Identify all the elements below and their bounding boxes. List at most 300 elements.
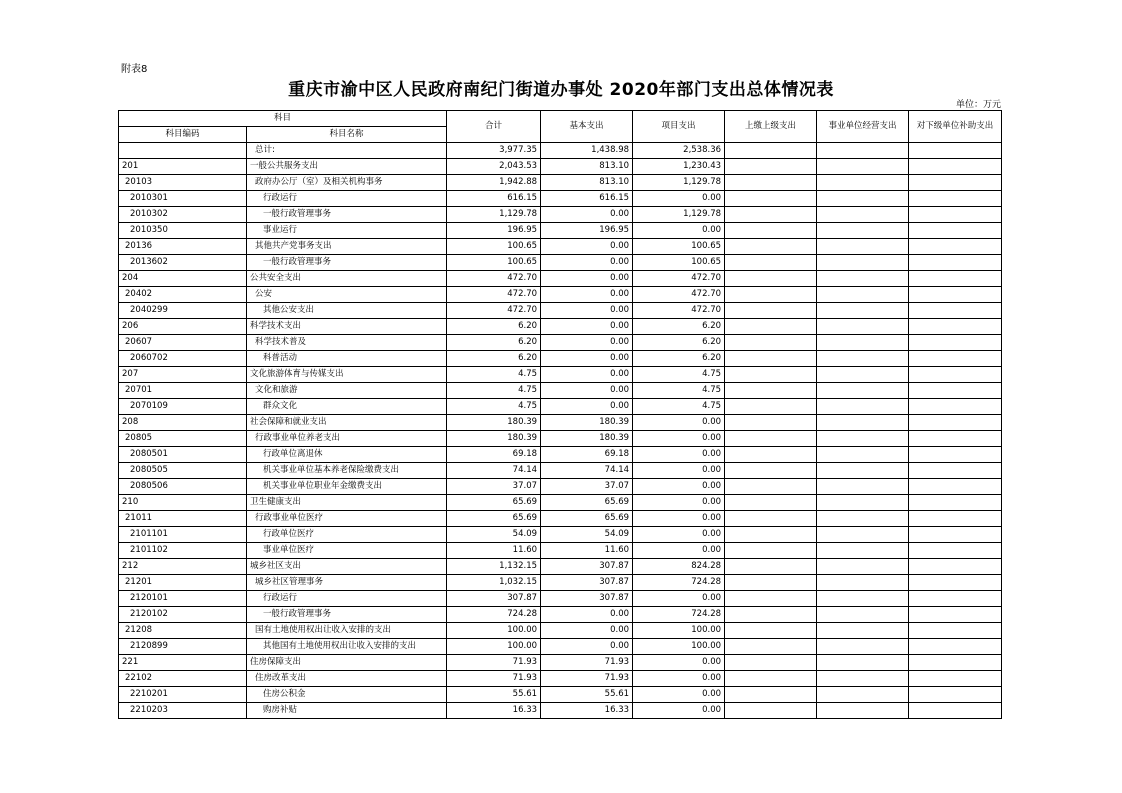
row-project: 4.75 xyxy=(633,367,725,383)
row-business xyxy=(817,607,909,623)
row-upper xyxy=(725,527,817,543)
row-business xyxy=(817,287,909,303)
table-row xyxy=(119,687,1002,703)
row-name: 住房公积金 xyxy=(247,687,447,703)
row-subsidy xyxy=(909,623,1002,639)
row-code: 208 xyxy=(119,415,247,431)
row-name: 科学技术普及 xyxy=(247,335,447,351)
row-total: 54.09 xyxy=(447,527,541,543)
row-upper xyxy=(725,319,817,335)
table-row xyxy=(119,559,1002,575)
row-name: 事业运行 xyxy=(247,223,447,239)
row-total: 724.28 xyxy=(447,607,541,623)
table-row xyxy=(119,543,1002,559)
row-total: 4.75 xyxy=(447,399,541,415)
row-name: 科学技术支出 xyxy=(247,319,447,335)
row-name: 一般行政管理事务 xyxy=(247,607,447,623)
header-upper: 上缴上级支出 xyxy=(725,111,817,143)
row-project: 0.00 xyxy=(633,591,725,607)
table-row xyxy=(119,383,1002,399)
row-upper xyxy=(725,671,817,687)
row-name: 其他公安支出 xyxy=(247,303,447,319)
row-name: 城乡社区支出 xyxy=(247,559,447,575)
header-project: 项目支出 xyxy=(633,111,725,143)
row-business xyxy=(817,271,909,287)
row-basic: 307.87 xyxy=(541,575,633,591)
row-name: 其他国有土地使用权出让收入安排的支出 xyxy=(247,639,447,655)
row-total: 71.93 xyxy=(447,671,541,687)
row-subsidy xyxy=(909,511,1002,527)
row-upper xyxy=(725,399,817,415)
row-total: 55.61 xyxy=(447,687,541,703)
row-business xyxy=(817,687,909,703)
row-total: 1,129.78 xyxy=(447,207,541,223)
row-project: 1,129.78 xyxy=(633,175,725,191)
row-project: 0.00 xyxy=(633,527,725,543)
row-total: 69.18 xyxy=(447,447,541,463)
table-row xyxy=(119,479,1002,495)
row-subsidy xyxy=(909,639,1002,655)
row-basic: 0.00 xyxy=(541,271,633,287)
row-total: 472.70 xyxy=(447,287,541,303)
table-row xyxy=(119,367,1002,383)
row-upper xyxy=(725,623,817,639)
row-total: 180.39 xyxy=(447,415,541,431)
row-total: 6.20 xyxy=(447,335,541,351)
row-name: 行政事业单位医疗 xyxy=(247,511,447,527)
row-code: 2013602 xyxy=(119,255,247,271)
table-row xyxy=(119,255,1002,271)
row-total: 180.39 xyxy=(447,431,541,447)
row-upper xyxy=(725,287,817,303)
row-code: 20136 xyxy=(119,239,247,255)
row-business xyxy=(817,575,909,591)
row-name: 社会保障和就业支出 xyxy=(247,415,447,431)
row-project: 0.00 xyxy=(633,431,725,447)
row-upper xyxy=(725,143,817,159)
row-code: 2080501 xyxy=(119,447,247,463)
row-basic: 180.39 xyxy=(541,415,633,431)
row-subsidy xyxy=(909,335,1002,351)
row-subsidy xyxy=(909,319,1002,335)
row-total: 2,043.53 xyxy=(447,159,541,175)
row-subsidy xyxy=(909,271,1002,287)
row-project: 0.00 xyxy=(633,191,725,207)
row-business xyxy=(817,431,909,447)
row-total: 4.75 xyxy=(447,383,541,399)
row-upper xyxy=(725,575,817,591)
row-code: 2120101 xyxy=(119,591,247,607)
row-project: 472.70 xyxy=(633,287,725,303)
row-business xyxy=(817,591,909,607)
header-total: 合计 xyxy=(447,111,541,143)
row-subsidy xyxy=(909,383,1002,399)
row-business xyxy=(817,143,909,159)
row-name: 购房补贴 xyxy=(247,703,447,719)
row-project: 0.00 xyxy=(633,687,725,703)
header-code: 科目编码 xyxy=(119,127,247,143)
row-basic: 0.00 xyxy=(541,287,633,303)
row-code: 21208 xyxy=(119,623,247,639)
row-name: 公安 xyxy=(247,287,447,303)
row-code: 206 xyxy=(119,319,247,335)
row-upper xyxy=(725,271,817,287)
table-row xyxy=(119,703,1002,719)
row-code: 2101101 xyxy=(119,527,247,543)
row-name: 行政运行 xyxy=(247,591,447,607)
row-total: 472.70 xyxy=(447,271,541,287)
row-upper xyxy=(725,479,817,495)
row-code: 20103 xyxy=(119,175,247,191)
row-upper xyxy=(725,495,817,511)
unit-label: 单位：万元 xyxy=(955,100,1001,110)
row-basic: 0.00 xyxy=(541,399,633,415)
page-title: 重庆市渝中区人民政府南纪门街道办事处 2020年部门支出总体情况表 xyxy=(288,80,834,100)
table-row xyxy=(119,431,1002,447)
row-total: 4.75 xyxy=(447,367,541,383)
row-business xyxy=(817,559,909,575)
row-code: 21011 xyxy=(119,511,247,527)
row-code: 2080505 xyxy=(119,463,247,479)
row-basic: 0.00 xyxy=(541,639,633,655)
row-upper xyxy=(725,415,817,431)
table-row xyxy=(119,607,1002,623)
row-basic: 55.61 xyxy=(541,687,633,703)
row-upper xyxy=(725,367,817,383)
row-upper xyxy=(725,207,817,223)
row-upper xyxy=(725,383,817,399)
table-body xyxy=(119,143,1002,719)
table-row xyxy=(119,671,1002,687)
row-project: 100.00 xyxy=(633,623,725,639)
table-row xyxy=(119,175,1002,191)
row-basic: 74.14 xyxy=(541,463,633,479)
table-row xyxy=(119,159,1002,175)
row-project: 6.20 xyxy=(633,351,725,367)
row-upper xyxy=(725,255,817,271)
row-code: 221 xyxy=(119,655,247,671)
row-basic: 813.10 xyxy=(541,159,633,175)
row-subsidy xyxy=(909,687,1002,703)
row-subsidy xyxy=(909,303,1002,319)
row-upper xyxy=(725,447,817,463)
row-total: 100.00 xyxy=(447,623,541,639)
row-name: 一般行政管理事务 xyxy=(247,207,447,223)
table-row xyxy=(119,239,1002,255)
table-row xyxy=(119,591,1002,607)
row-basic: 616.15 xyxy=(541,191,633,207)
row-name: 行政单位离退休 xyxy=(247,447,447,463)
row-project: 100.00 xyxy=(633,639,725,655)
row-business xyxy=(817,399,909,415)
row-total: 37.07 xyxy=(447,479,541,495)
row-business xyxy=(817,223,909,239)
row-business xyxy=(817,175,909,191)
header-subject: 科目 xyxy=(119,111,447,127)
header-name: 科目名称 xyxy=(247,127,447,143)
row-project: 724.28 xyxy=(633,575,725,591)
row-business xyxy=(817,191,909,207)
row-total: 100.00 xyxy=(447,639,541,655)
row-code: 2210201 xyxy=(119,687,247,703)
row-project: 472.70 xyxy=(633,303,725,319)
row-total: 1,942.88 xyxy=(447,175,541,191)
row-name: 政府办公厅（室）及相关机构事务 xyxy=(247,175,447,191)
row-total: 16.33 xyxy=(447,703,541,719)
row-subsidy xyxy=(909,367,1002,383)
table-row xyxy=(119,655,1002,671)
row-code: 20805 xyxy=(119,431,247,447)
row-upper xyxy=(725,511,817,527)
row-name: 卫生健康支出 xyxy=(247,495,447,511)
row-code: 201 xyxy=(119,159,247,175)
header-business: 事业单位经营支出 xyxy=(817,111,909,143)
row-upper xyxy=(725,335,817,351)
row-project: 0.00 xyxy=(633,223,725,239)
row-name: 住房保障支出 xyxy=(247,655,447,671)
row-project: 0.00 xyxy=(633,463,725,479)
row-business xyxy=(817,207,909,223)
row-code: 20402 xyxy=(119,287,247,303)
row-project: 0.00 xyxy=(633,655,725,671)
table-row xyxy=(119,623,1002,639)
row-subsidy xyxy=(909,479,1002,495)
row-business xyxy=(817,527,909,543)
row-basic: 16.33 xyxy=(541,703,633,719)
row-basic: 196.95 xyxy=(541,223,633,239)
row-basic: 0.00 xyxy=(541,383,633,399)
row-total: 100.65 xyxy=(447,239,541,255)
row-basic: 0.00 xyxy=(541,239,633,255)
row-basic: 0.00 xyxy=(541,351,633,367)
row-business xyxy=(817,367,909,383)
row-basic: 37.07 xyxy=(541,479,633,495)
row-business xyxy=(817,447,909,463)
row-total: 100.65 xyxy=(447,255,541,271)
row-basic: 0.00 xyxy=(541,255,633,271)
row-code: 2010301 xyxy=(119,191,247,207)
row-upper xyxy=(725,239,817,255)
row-project: 1,230.43 xyxy=(633,159,725,175)
row-subsidy xyxy=(909,431,1002,447)
row-basic: 11.60 xyxy=(541,543,633,559)
row-subsidy xyxy=(909,255,1002,271)
row-subsidy xyxy=(909,399,1002,415)
table-row xyxy=(119,287,1002,303)
row-upper xyxy=(725,223,817,239)
row-business xyxy=(817,383,909,399)
row-code: 204 xyxy=(119,271,247,287)
row-total: 6.20 xyxy=(447,351,541,367)
row-subsidy xyxy=(909,495,1002,511)
row-project: 100.65 xyxy=(633,239,725,255)
row-project: 0.00 xyxy=(633,703,725,719)
row-upper xyxy=(725,303,817,319)
row-basic: 0.00 xyxy=(541,207,633,223)
row-subsidy xyxy=(909,527,1002,543)
expenditure-table xyxy=(118,110,1002,719)
row-business xyxy=(817,319,909,335)
table-row xyxy=(119,447,1002,463)
row-total: 11.60 xyxy=(447,543,541,559)
row-total: 196.95 xyxy=(447,223,541,239)
row-project: 4.75 xyxy=(633,383,725,399)
row-subsidy xyxy=(909,543,1002,559)
row-project: 4.75 xyxy=(633,399,725,415)
row-project: 0.00 xyxy=(633,479,725,495)
row-basic: 54.09 xyxy=(541,527,633,543)
row-upper xyxy=(725,463,817,479)
row-total: 1,132.15 xyxy=(447,559,541,575)
row-upper xyxy=(725,655,817,671)
row-subsidy xyxy=(909,159,1002,175)
row-code: 2120899 xyxy=(119,639,247,655)
row-business xyxy=(817,639,909,655)
table-row xyxy=(119,191,1002,207)
header-subsidy: 对下级单位补助支出 xyxy=(909,111,1002,143)
row-project: 0.00 xyxy=(633,415,725,431)
row-total: 616.15 xyxy=(447,191,541,207)
row-project: 1,129.78 xyxy=(633,207,725,223)
row-basic: 0.00 xyxy=(541,607,633,623)
row-upper xyxy=(725,431,817,447)
row-project: 0.00 xyxy=(633,511,725,527)
row-project: 724.28 xyxy=(633,607,725,623)
row-basic: 69.18 xyxy=(541,447,633,463)
row-basic: 71.93 xyxy=(541,671,633,687)
row-subsidy xyxy=(909,287,1002,303)
row-basic: 180.39 xyxy=(541,431,633,447)
row-project: 0.00 xyxy=(633,447,725,463)
row-total: 307.87 xyxy=(447,591,541,607)
row-basic: 0.00 xyxy=(541,367,633,383)
table-row xyxy=(119,415,1002,431)
row-code: 212 xyxy=(119,559,247,575)
row-business xyxy=(817,159,909,175)
row-upper xyxy=(725,687,817,703)
row-name: 事业单位医疗 xyxy=(247,543,447,559)
row-basic: 0.00 xyxy=(541,335,633,351)
row-subsidy xyxy=(909,703,1002,719)
row-basic: 65.69 xyxy=(541,495,633,511)
row-subsidy xyxy=(909,415,1002,431)
row-upper xyxy=(725,703,817,719)
table-row xyxy=(119,575,1002,591)
row-upper xyxy=(725,591,817,607)
row-name: 住房改革支出 xyxy=(247,671,447,687)
table-row xyxy=(119,511,1002,527)
table-row xyxy=(119,143,1002,159)
table-row xyxy=(119,639,1002,655)
row-business xyxy=(817,703,909,719)
row-name: 一般公共服务支出 xyxy=(247,159,447,175)
row-upper xyxy=(725,191,817,207)
row-name: 机关事业单位职业年金缴费支出 xyxy=(247,479,447,495)
row-code: 2210203 xyxy=(119,703,247,719)
row-business xyxy=(817,511,909,527)
table-row xyxy=(119,271,1002,287)
row-business xyxy=(817,671,909,687)
table-row xyxy=(119,495,1002,511)
row-business xyxy=(817,463,909,479)
row-name: 其他共产党事务支出 xyxy=(247,239,447,255)
row-basic: 307.87 xyxy=(541,559,633,575)
header-row-1 xyxy=(119,111,1002,127)
row-subsidy xyxy=(909,559,1002,575)
row-basic: 307.87 xyxy=(541,591,633,607)
row-name: 城乡社区管理事务 xyxy=(247,575,447,591)
row-project: 6.20 xyxy=(633,319,725,335)
row-name: 群众文化 xyxy=(247,399,447,415)
row-subsidy xyxy=(909,575,1002,591)
row-business xyxy=(817,495,909,511)
row-code: 2080506 xyxy=(119,479,247,495)
row-business xyxy=(817,303,909,319)
row-basic: 813.10 xyxy=(541,175,633,191)
row-total: 71.93 xyxy=(447,655,541,671)
row-code: 2010302 xyxy=(119,207,247,223)
row-code: 2070109 xyxy=(119,399,247,415)
row-total: 6.20 xyxy=(447,319,541,335)
row-project: 0.00 xyxy=(633,543,725,559)
annex-label: 附表8 xyxy=(121,64,148,75)
row-business xyxy=(817,623,909,639)
row-total: 65.69 xyxy=(447,495,541,511)
row-name: 文化旅游体育与传媒支出 xyxy=(247,367,447,383)
row-total: 472.70 xyxy=(447,303,541,319)
row-project: 472.70 xyxy=(633,271,725,287)
row-name: 一般行政管理事务 xyxy=(247,255,447,271)
row-name: 总计: xyxy=(247,143,447,159)
row-code: 2120102 xyxy=(119,607,247,623)
row-upper xyxy=(725,543,817,559)
row-upper xyxy=(725,639,817,655)
row-business xyxy=(817,351,909,367)
row-code: 22102 xyxy=(119,671,247,687)
row-project: 0.00 xyxy=(633,671,725,687)
row-basic: 0.00 xyxy=(541,319,633,335)
row-upper xyxy=(725,159,817,175)
row-code: 210 xyxy=(119,495,247,511)
row-subsidy xyxy=(909,239,1002,255)
table-row xyxy=(119,527,1002,543)
row-subsidy xyxy=(909,591,1002,607)
row-subsidy xyxy=(909,463,1002,479)
row-project: 0.00 xyxy=(633,495,725,511)
row-code: 2010350 xyxy=(119,223,247,239)
table-row xyxy=(119,399,1002,415)
row-business xyxy=(817,335,909,351)
row-name: 文化和旅游 xyxy=(247,383,447,399)
header-basic: 基本支出 xyxy=(541,111,633,143)
row-subsidy xyxy=(909,447,1002,463)
table-row xyxy=(119,351,1002,367)
row-subsidy xyxy=(909,351,1002,367)
row-code: 2060702 xyxy=(119,351,247,367)
row-total: 3,977.35 xyxy=(447,143,541,159)
row-business xyxy=(817,655,909,671)
row-project: 100.65 xyxy=(633,255,725,271)
row-subsidy xyxy=(909,207,1002,223)
row-basic: 0.00 xyxy=(541,623,633,639)
table-row xyxy=(119,463,1002,479)
table-row xyxy=(119,223,1002,239)
row-business xyxy=(817,415,909,431)
row-name: 科普活动 xyxy=(247,351,447,367)
row-upper xyxy=(725,559,817,575)
row-code xyxy=(119,143,247,159)
row-business xyxy=(817,255,909,271)
